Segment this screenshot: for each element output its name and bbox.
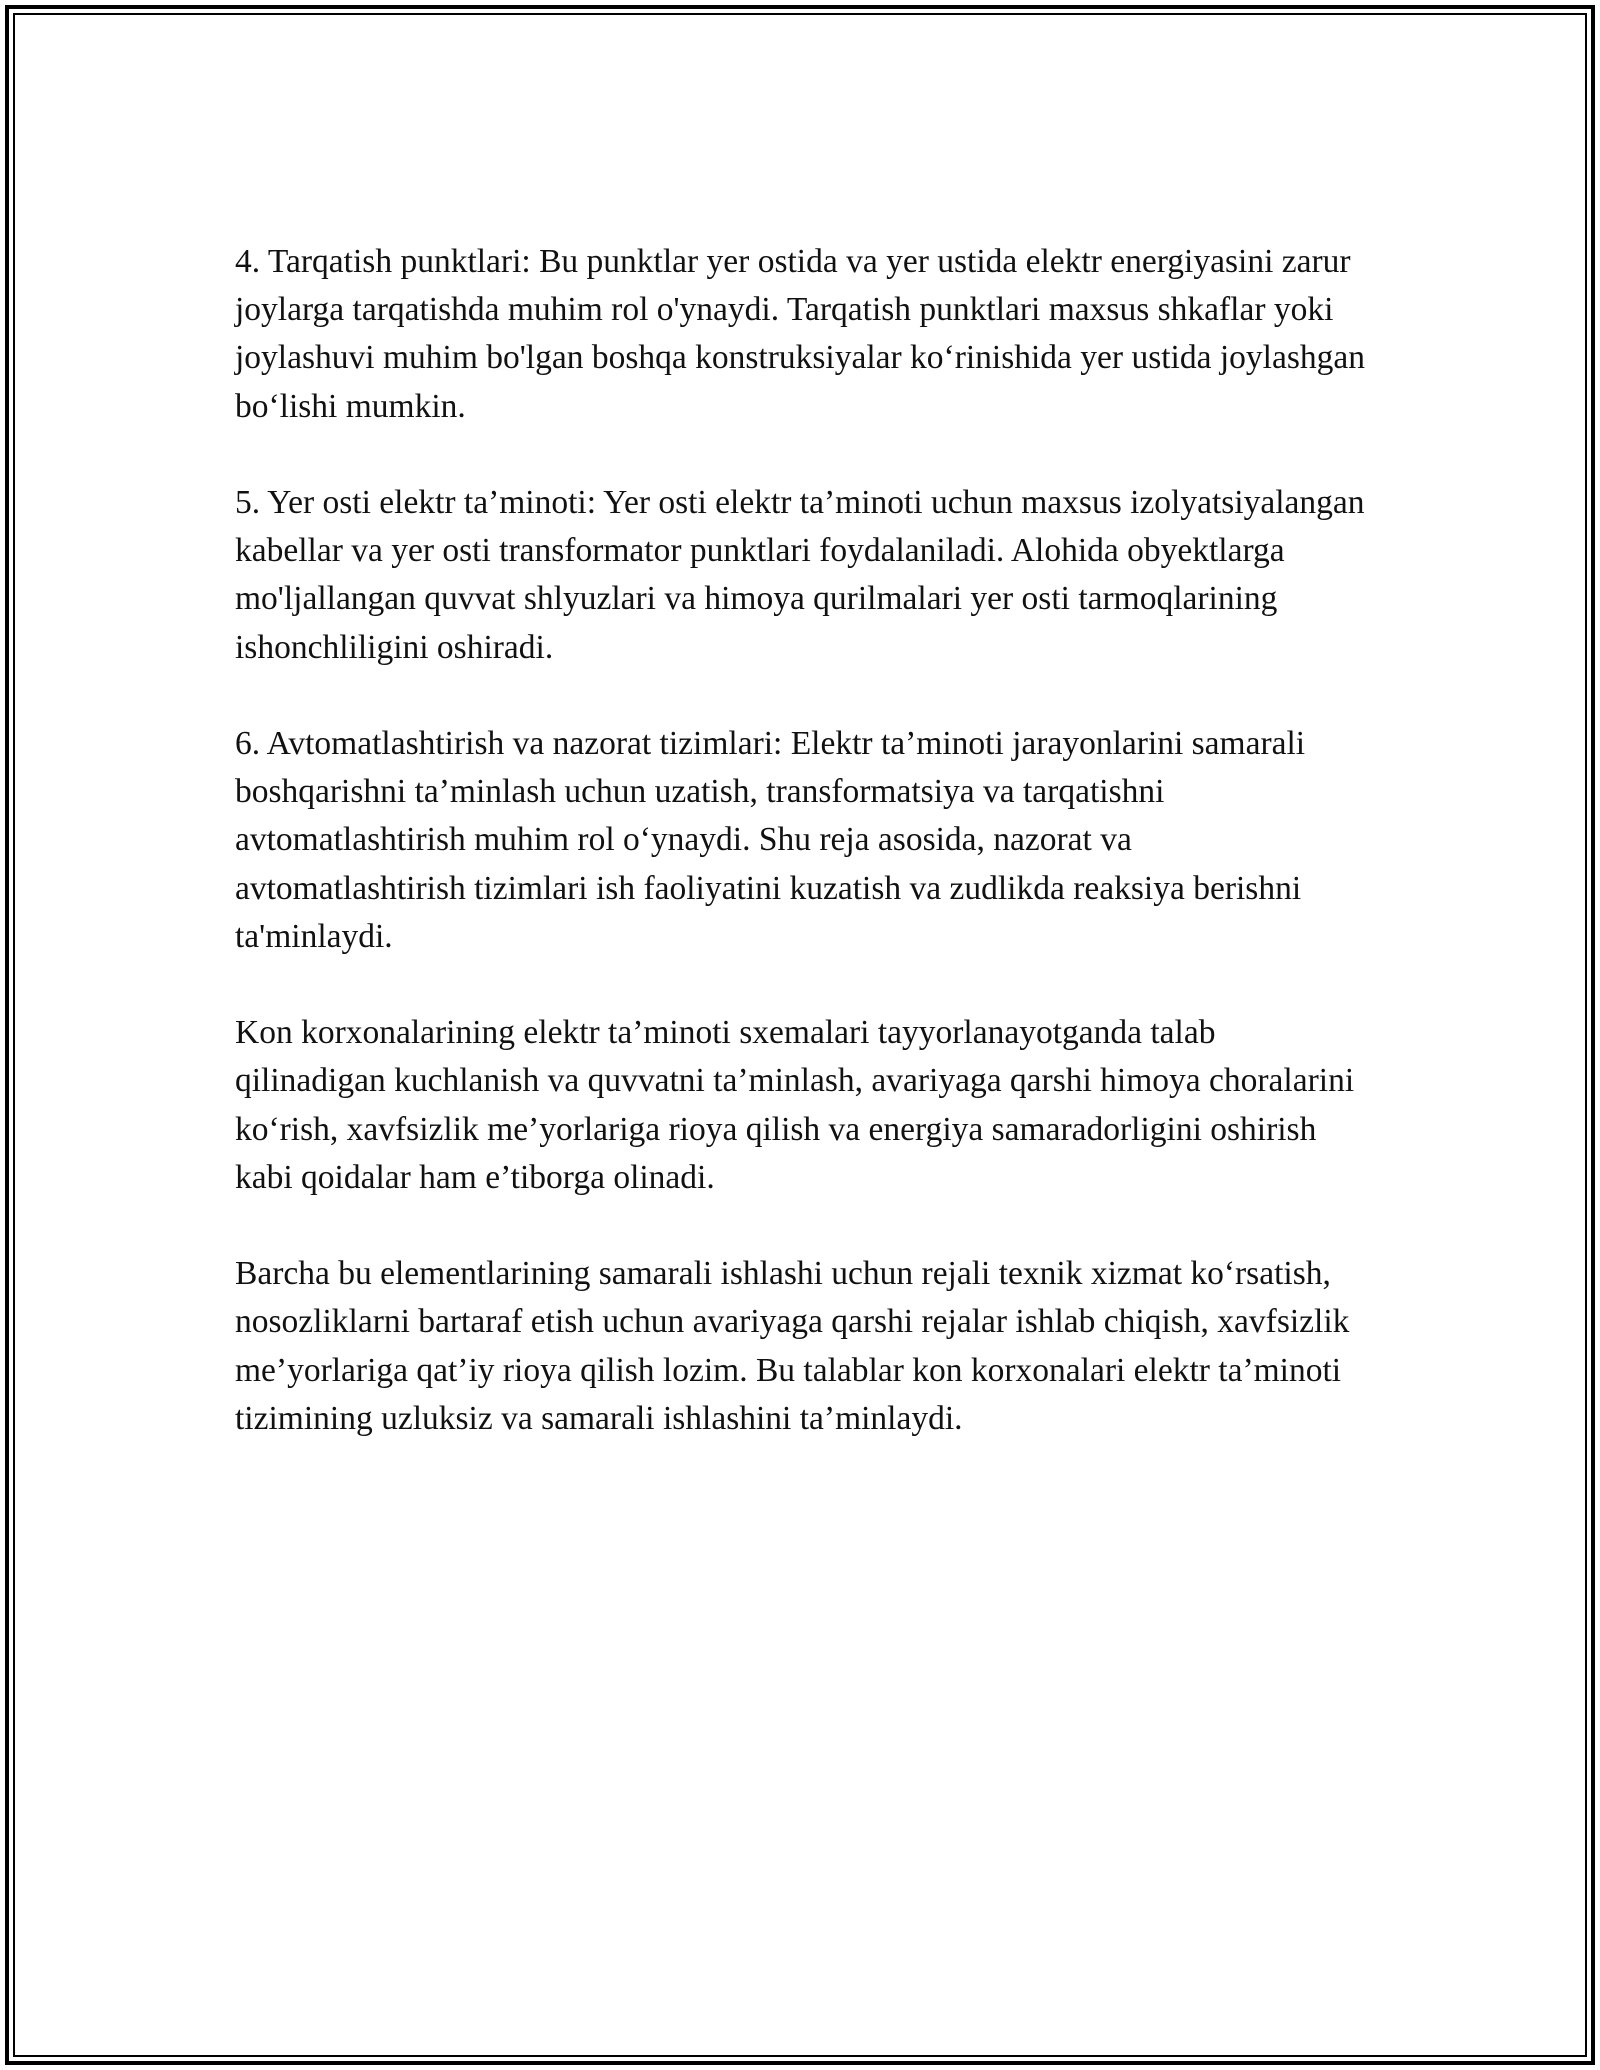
paragraph-kon-korxonalari: Kon korxonalarining elektr ta’minoti sxemalari tayyorlanayotganda talab qilinadigan kuchlanish va quvvatni ta’minlash, avariyaga qarshi himoya choralarini ko‘rish, xavfsizlik me’yorlariga rioya qilish va energiya samaradorligini oshirish kabi qoidalar ham e’tiborga olinadi. bbox=[235, 1014, 1355, 1196]
paragraph-barcha-elementlar: Barcha bu elementlarining samarali ishlashi uchun rejali texnik xizmat ko‘rsatish, nosozliklarni bartaraf etish uchun avariyaga qarshi rejalar ishlab chiqish, xavfsizlik me’yorlariga qat’iy rioya qilish lozim. Bu talablar kon korxonalari elektr ta’minoti tizimining uzluksiz va samarali ishlashini ta’minlaydi. bbox=[235, 1255, 1350, 1437]
document-body bbox=[235, 238, 1365, 1491]
paragraph-yer-osti-elektr-taminoti: 5. Yer osti elektr ta’minoti: Yer osti elektr ta’minoti uchun maxsus izolyatsiyalangan kabellar va yer osti transformator punktlari foydalaniladi. Alohida obyektlarga mo'ljallangan quvvat shlyuzlari va himoya qurilmalari yer osti tarmoqlarining ishonchliligini oshiradi. bbox=[235, 484, 1365, 666]
paragraph-tarqatish-punktlari: 4. Tarqatish punktlari: Bu punktlar yer ostida va yer ustida elektr energiyasini zarur joylarga tarqatishda muhim rol o'ynaydi. Tarqatish punktlari maxsus shkaflar yoki joylashuvi muhim bo'lgan boshqa konstruksiyalar ko‘rinishida yer ustida joylashgan bo‘lishi mumkin. bbox=[235, 243, 1365, 425]
paragraph-avtomatlashtirish: 6. Avtomatlashtirish va nazorat tizimlari: Elektr ta’minoti jarayonlarini samarali boshqarishni ta’minlash uchun uzatish, transformatsiya va tarqatishni avtomatlashtirish muhim rol o‘ynaydi. Shu reja asosida, nazorat va avtomatlashtirish tizimlari ish faoliyatini kuzatish va zudlikda reaksiya berishni ta'minlaydi. bbox=[235, 725, 1306, 955]
